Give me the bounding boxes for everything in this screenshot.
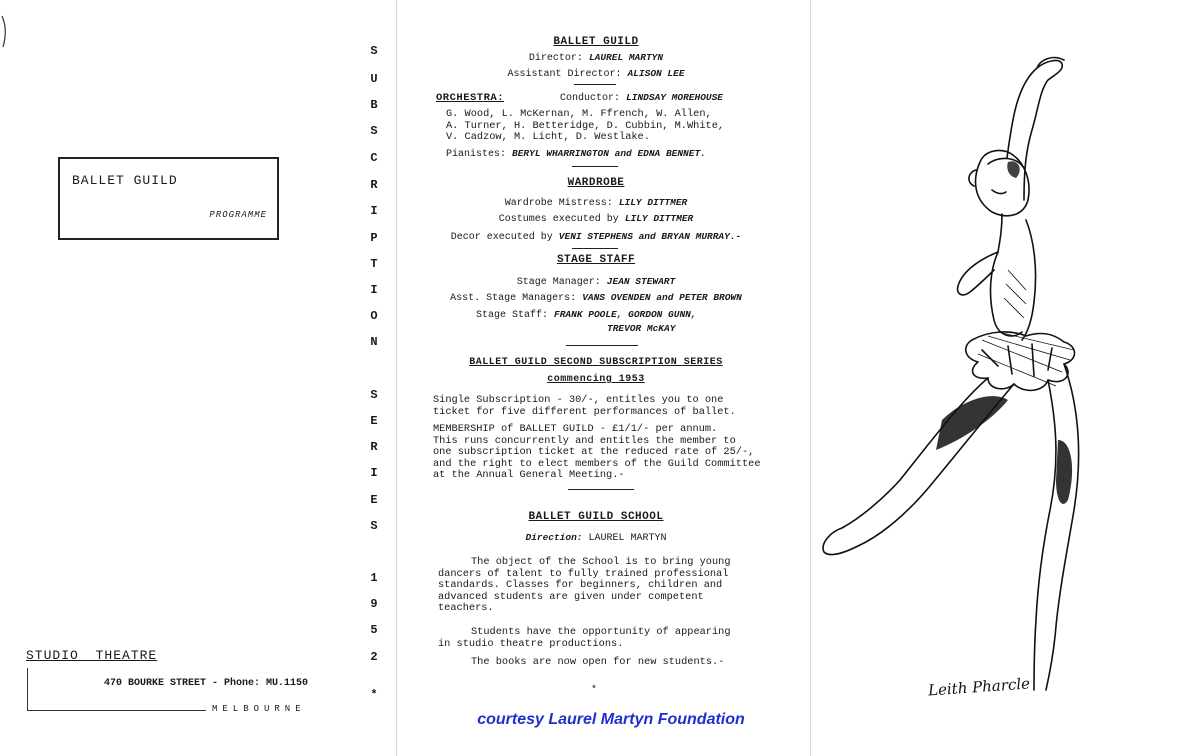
wardrobe-mistress-name: LILY DITTMER: [618, 197, 688, 208]
divider: [572, 248, 618, 249]
stage-manager-line: [396, 276, 796, 288]
text-line: and the right to elect members of the Guild Committee: [433, 457, 761, 470]
decor-line: [396, 231, 796, 243]
spine-letter: S: [370, 124, 378, 138]
director-line: [396, 52, 796, 64]
programme-box-subtitle: PROGRAMME: [209, 210, 267, 220]
stage-staff-line: [476, 309, 697, 321]
text-line: one subscription ticket at the reduced rate of 25/-,: [433, 446, 755, 459]
assistant-director-name: ALISON LEE: [627, 68, 685, 79]
subscription-heading: BALLET GUILD SECOND SUBSCRIPTION SERIES: [469, 357, 723, 368]
spine-letter: I: [370, 283, 378, 297]
membership-text: [433, 424, 761, 482]
text-line: The object of the School is to bring young: [471, 556, 731, 568]
text-line: Students have the opportunity of appearing: [471, 626, 731, 638]
pianists-line: [446, 148, 706, 160]
spine-letter: I: [370, 466, 378, 480]
text-line: standards. Classes for beginners, children and: [438, 579, 723, 592]
spine-letter: 5: [370, 623, 378, 637]
spine-letter: N: [370, 335, 378, 349]
spine-letter: E: [370, 414, 378, 428]
divider: [566, 345, 638, 346]
spine-letter: 1: [370, 571, 378, 585]
decor-label: Decor executed by: [450, 232, 553, 243]
text-line: Single Subscription - 30/-, entitles you to one: [433, 394, 724, 406]
orchestra-players: [446, 109, 724, 144]
costumes-name: LILY DITTMER: [624, 213, 694, 224]
school-paragraph-1: [438, 557, 778, 615]
stage-manager-name: JEAN STEWART: [606, 276, 676, 287]
school-direction-line: [396, 532, 796, 544]
players-line: A. Turner, H. Betteridge, D. Cubbin, M.White,: [446, 119, 725, 132]
director-label: Director:: [528, 53, 583, 64]
school-direction-label: Direction:: [525, 532, 583, 543]
asst-stage-managers-names: VANS OVENDEN and PETER BROWN: [582, 292, 742, 303]
orchestra-line: [436, 92, 723, 104]
costumes-line: [396, 213, 796, 225]
text-line: dancers of talent to fully trained professional: [438, 567, 729, 580]
spine-letter: T: [370, 257, 378, 271]
asst-stage-managers-line: [396, 292, 796, 304]
subscription-subheading: commencing 1953: [547, 374, 645, 385]
pianists-names: BERYL WHARRINGTON and EDNA BENNET.: [512, 148, 706, 159]
venue-name: STUDIO THEATRE: [26, 648, 158, 663]
pianists-label: Pianistes:: [446, 149, 507, 160]
spine-letter: R: [370, 178, 378, 192]
programme-box-title: BALLET GUILD: [72, 173, 178, 188]
text-line: advanced students are given under competent: [438, 590, 704, 603]
conductor-name: LINDSAY MOREHOUSE: [626, 92, 723, 103]
venue-bracket: [27, 668, 206, 711]
school-direction-name: LAUREL MARTYN: [588, 533, 667, 544]
spine-letter: S: [370, 44, 378, 58]
director-name: LAUREL MARTYN: [588, 52, 664, 63]
stage-staff-heading: STAGE STAFF: [556, 254, 636, 266]
assistant-director-label: Assistant Director:: [507, 69, 622, 80]
divider: [568, 489, 634, 490]
stage-staff-names-1: FRANK POOLE, GORDON GUNN,: [554, 309, 697, 320]
fold-line-right: [810, 0, 811, 756]
corner-mark: [0, 14, 12, 50]
orchestra-heading: ORCHESTRA:: [436, 92, 505, 104]
spine-letter: B: [370, 98, 378, 112]
wardrobe-mistress-label: Wardrobe Mistress:: [504, 198, 613, 209]
spine-letter: E: [370, 493, 378, 507]
stage-staff-label: Stage Staff:: [476, 310, 549, 321]
stage-manager-label: Stage Manager:: [516, 277, 601, 288]
text-line: in studio theatre productions.: [438, 637, 624, 650]
text-line: at the Annual General Meeting.-: [433, 469, 625, 482]
courtesy-credit: courtesy Laurel Martyn Foundation: [477, 711, 745, 728]
spine-letter: 2: [370, 650, 378, 664]
school-paragraph-2: [438, 627, 731, 650]
spine-letter: P: [370, 231, 378, 245]
asst-stage-managers-label: Asst. Stage Managers:: [450, 293, 577, 304]
conductor-label: Conductor:: [560, 93, 621, 104]
ballerina-sketch: [812, 40, 1172, 700]
wardrobe-mistress-line: [396, 197, 796, 209]
spine-letter: O: [370, 309, 378, 323]
divider: [574, 84, 616, 85]
text-line: teachers.: [438, 602, 494, 615]
programme-box: [58, 157, 279, 240]
spine-letter: I: [370, 204, 378, 218]
text-line: This runs concurrently and entitles the member to: [433, 434, 736, 447]
decor-names: VENI STEPHENS and BRYAN MURRAY.-: [558, 231, 742, 242]
assistant-director-line: [396, 68, 796, 80]
spine-letter: S: [370, 388, 378, 402]
players-line: G. Wood, L. McKernan, M. Ffrench, W. Allen,: [446, 108, 712, 120]
ballet-guild-heading: BALLET GUILD: [553, 36, 639, 48]
costumes-label: Costumes executed by: [498, 214, 619, 225]
spine-letter: *: [370, 688, 378, 702]
spine-letter: S: [370, 519, 378, 533]
artist-signature: Leith Pharcle: [927, 674, 1031, 700]
spine-letter: R: [370, 440, 378, 454]
text-line: MEMBERSHIP of BALLET GUILD - £1/1/- per annum.: [433, 423, 718, 435]
players-line: V. Cadzow, M. Licht, D. Westlake.: [446, 131, 650, 144]
spine-letter: U: [370, 72, 378, 86]
venue-address: 470 BOURKE STREET - Phone: MU.1150: [104, 678, 309, 689]
wardrobe-heading: WARDROBE: [567, 177, 625, 189]
text-line: ticket for five different performances of ballet.: [433, 405, 736, 418]
spine-letter: C: [370, 151, 378, 165]
venue-city: MELBOURNE: [212, 704, 306, 714]
school-heading: BALLET GUILD SCHOOL: [528, 511, 664, 523]
school-paragraph-3: The books are now open for new students.-: [471, 656, 725, 668]
stage-staff-names-2: TREVOR McKAY: [607, 323, 676, 334]
divider: [572, 166, 618, 167]
spine-letter: 9: [370, 597, 378, 611]
single-subscription-text: [433, 395, 736, 418]
end-mark: *: [591, 685, 598, 696]
